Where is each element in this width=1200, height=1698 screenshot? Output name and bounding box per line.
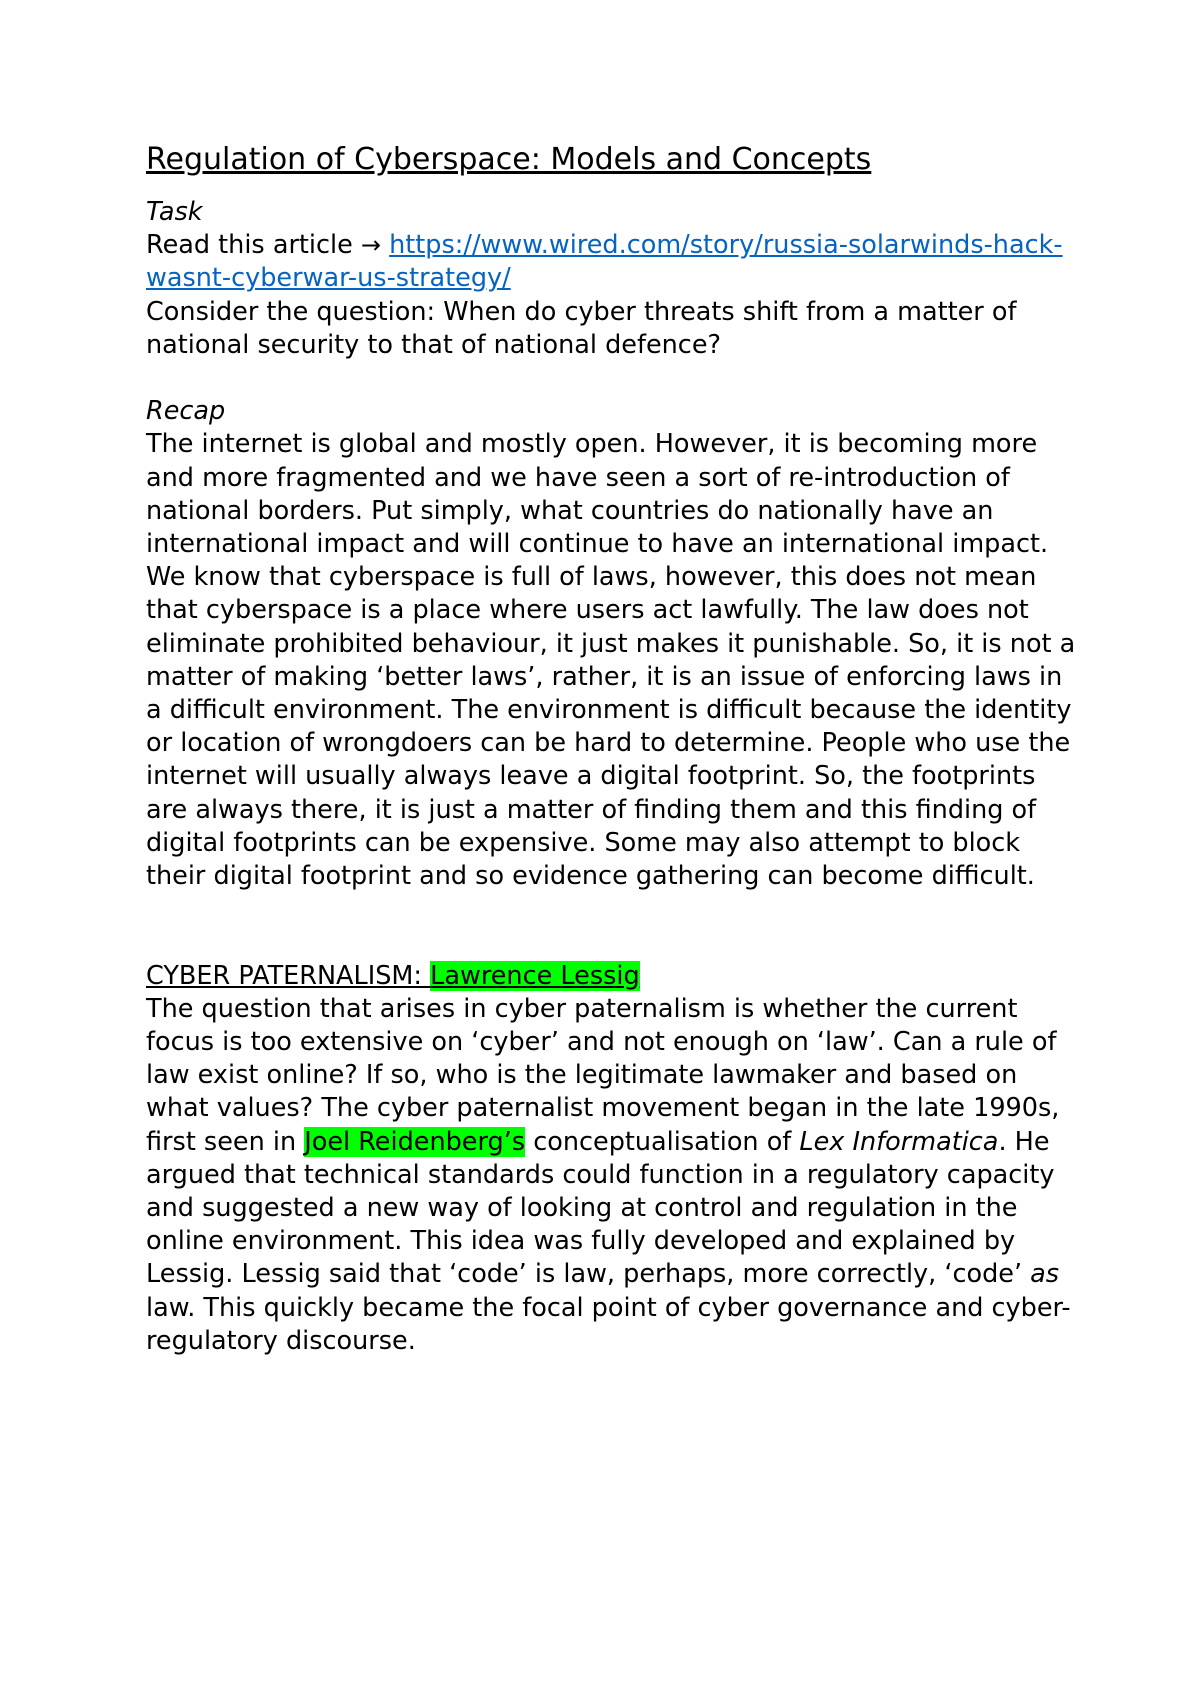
cp-text-1: The question that arises in cyber paternalism is whether the current focus is too extensive on ‘cyber’ and not enough on ‘law’. Can a rule of law exist online? If so, who is the legitimate lawmaker and based on what values? The cyber paternalist movement began in the late 1990s, first seen in [146,993,1060,1157]
cyber-paternalism-body [146,993,1076,1358]
spacer [146,362,1076,395]
task-label: Task [146,197,203,227]
lex-informatica-term: Lex Informatica [799,1126,999,1157]
cp-text-4: law. This quickly became the focal point of cyber governance and cyber-regulatory discourse. [146,1292,1071,1356]
document-title: Regulation of Cyberspace: Models and Concepts [146,142,872,177]
cp-text-2: conceptualisation of [525,1126,800,1157]
task-read-line [146,229,1076,295]
document-page [146,140,1076,1358]
joel-reidenberg-highlight: Joel Reidenberg’s [304,1126,526,1157]
cyber-paternalism-heading [146,960,1076,993]
recap-label: Recap [146,396,226,427]
as-emphasis: as [1030,1259,1060,1290]
task-read-prefix: Read this article [146,230,361,261]
cyber-paternalism-heading-prefix: CYBER PATERNALISM: [146,960,431,991]
recap-body: The internet is global and mostly open. However, it is becoming more and more fragmented and we have seen a sort of re-introduction of national borders. Put simply, what countries do nationally have an international impact and will continue to have an international impact. We know that cyberspace is full of laws, however, this does not mean that cyberspace is a place where users act lawfully. The law does not eliminate prohibited behaviour, it just makes it punishable. So, it is not a matter of making ‘better laws’, rather, it is an issue of enforcing laws in a difficult environment. The environment is difficult because the identity or location of wrongdoers can be hard to determine. People who use the internet will usually always leave a digital footprint. So, the footprints are always there, it is just a matter of finding them and this finding of digital footprints can be expensive. Some may also attempt to block their digital footprint and so evidence gathering can become difficult. [146,429,1076,892]
arrow-icon: → [360,231,382,260]
cp-text-3: . He argued that technical standards could function in a regulatory capacity and suggested a new way of looking at control and regulation in the online environment. This idea was fully developed and explained by Lessig. Lessig said that ‘code’ is law, perhaps, more correctly, ‘code’ [146,1126,1055,1290]
spacer [146,893,1076,959]
task-question: Consider the question: When do cyber threats shift from a matter of national security to that of national defence? [146,296,1017,360]
lawrence-lessig-highlight: Lawrence Lessig [430,960,640,991]
article-link[interactable]: https://www.wired.com/story/russia-solarwinds-hack-wasnt-cyberwar-us-strategy/ [146,230,1063,294]
